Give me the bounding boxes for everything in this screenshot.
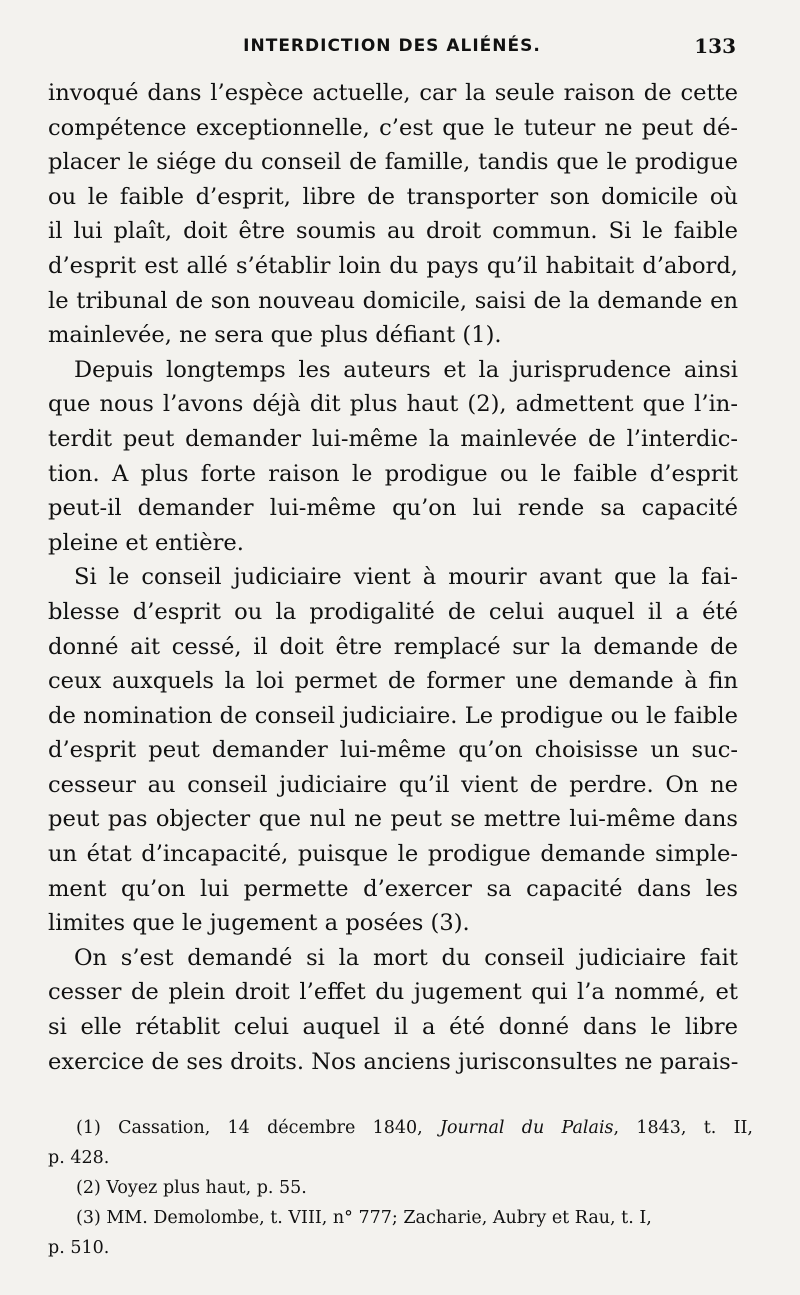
footnote-1-prefix: (1) Cassation, 14 décembre 1840,: [76, 1118, 440, 1138]
text-line: On s’est demandé si la mort du conseil judiciaire fait: [74, 944, 738, 971]
text-line: tion. A plus forte raison le prodigue ou le faible d’esprit: [48, 460, 738, 487]
text-line: placer le siége du conseil de famille, tandis que le prodigue: [48, 149, 738, 176]
footnote-1-journal: Journal du Palais: [439, 1118, 614, 1138]
text-line: exercice de ses droits. Nos anciens jurisconsultes ne parais-: [48, 1048, 738, 1075]
footnotes: [48, 1113, 753, 1263]
footnote-3: (3) MM. Demolombe, t. VIII, n° 777; Zacharie, Aubry et Rau, t. I,: [76, 1208, 652, 1228]
footnote-1: [48, 1113, 753, 1143]
text-line: compétence exceptionnelle, c’est que le tuteur ne peut dé-: [48, 114, 738, 141]
paragraph-1: [48, 76, 738, 353]
text-line: blesse d’esprit ou la prodigalité de celui auquel il a été: [48, 598, 738, 625]
text-line: un état d’incapacité, puisque le prodigue demande simple-: [48, 841, 738, 868]
text-line: le tribunal de son nouveau domicile, saisi de la demande en: [48, 287, 738, 314]
footnote-2: (2) Voyez plus haut, p. 55.: [76, 1178, 307, 1198]
text-line: de nomination de conseil judiciaire. Le prodigue ou le faible: [48, 702, 738, 729]
page-number: 133: [694, 34, 736, 58]
paragraph-2: [48, 353, 738, 561]
body-text: [48, 76, 738, 1079]
text-line: ou le faible d’esprit, libre de transporter son domicile où: [48, 183, 738, 210]
page-header: [48, 36, 736, 66]
text-line: d’esprit peut demander lui-même qu’on choisisse un suc-: [48, 737, 738, 764]
text-line: limites que le jugement a posées (3).: [48, 910, 470, 937]
text-line: mainlevée, ne sera que plus défiant (1).: [48, 322, 502, 349]
text-line: pleine et entière.: [48, 529, 244, 556]
running-title: INTERDICTION DES ALIÉNÉS.: [243, 36, 541, 56]
text-line: si elle rétablit celui auquel il a été donné dans le libre: [48, 1014, 738, 1041]
text-line: cesser de plein droit l’effet du jugement qui l’a nommé, et: [48, 979, 738, 1006]
paragraph-4: [48, 941, 738, 1079]
text-line: d’esprit est allé s’établir loin du pays qu’il habitait d’abord,: [48, 252, 738, 279]
footnote-1-suffix: , 1843, t. II,: [613, 1118, 753, 1138]
paragraph-3: [48, 560, 738, 941]
text-line: Depuis longtemps les auteurs et la jurisprudence ainsi: [74, 356, 738, 383]
footnote-3-continuation: p. 510.: [48, 1238, 110, 1258]
text-line: peut pas objecter que nul ne peut se mettre lui-même dans: [48, 806, 738, 833]
text-line: terdit peut demander lui-même la mainlevée de l’interdic-: [48, 425, 738, 452]
text-line: ment qu’on lui permette d’exercer sa capacité dans les: [48, 875, 738, 902]
text-line: invoqué dans l’espèce actuelle, car la seule raison de cette: [48, 80, 738, 106]
text-line: Si le conseil judiciaire vient à mourir avant que la fai-: [74, 564, 738, 591]
text-line: que nous l’avons déjà dit plus haut (2), admettent que l’in-: [48, 391, 738, 418]
text-line: cesseur au conseil judiciaire qu’il vient de perdre. On ne: [48, 771, 738, 798]
text-line: ceux auxquels la loi permet de former une demande à fin: [48, 668, 738, 695]
text-line: donné ait cessé, il doit être remplacé sur la demande de: [48, 633, 738, 660]
text-line: peut-il demander lui-même qu’on lui rende sa capacité: [48, 495, 738, 522]
text-line: il lui plaît, doit être soumis au droit commun. Si le faible: [48, 218, 738, 245]
footnote-1-continuation: p. 428.: [48, 1148, 110, 1168]
